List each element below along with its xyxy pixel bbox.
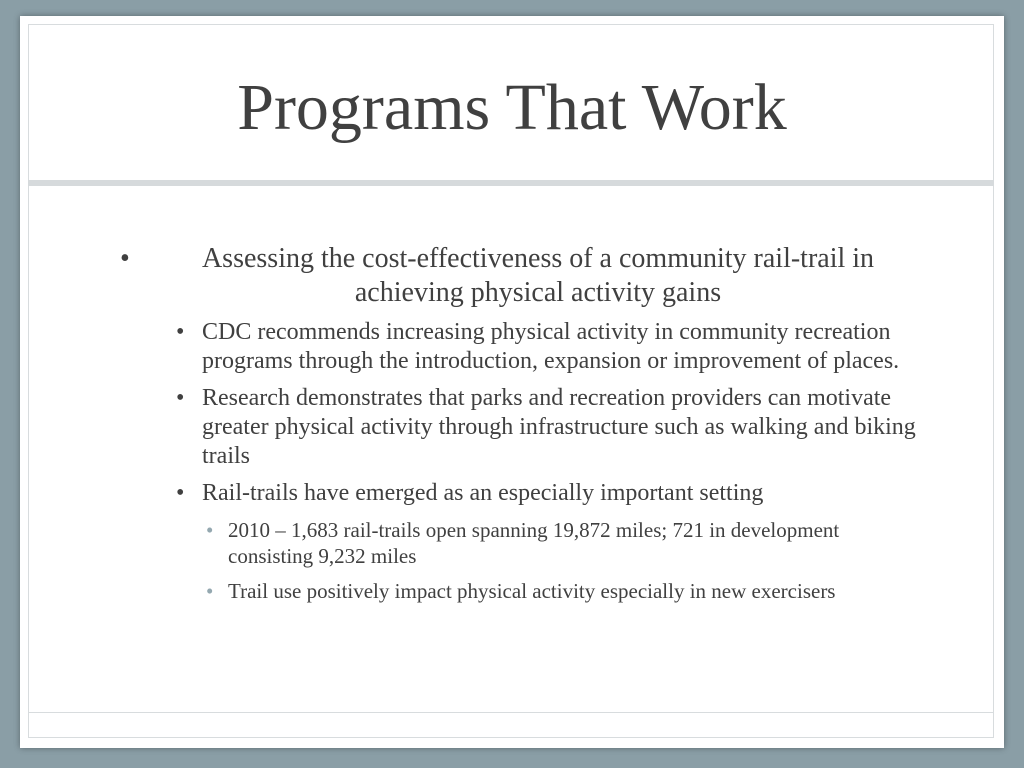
bullet-icon: • bbox=[176, 319, 185, 345]
bullet-icon: • bbox=[176, 480, 185, 506]
bullet-text: Trail use positively impact physical activity especially in new exercisers bbox=[228, 579, 836, 603]
bullet-level2-item bbox=[110, 384, 922, 471]
footer-divider bbox=[28, 712, 994, 713]
slide bbox=[20, 16, 1004, 748]
bullet-text: Rail-trails have emerged as an especially important setting bbox=[202, 480, 764, 506]
bullet-text: 2010 – 1,683 rail-trails open spanning 19,872 miles; 721 in development consisting 9,232 miles bbox=[228, 518, 840, 568]
slide-body bbox=[110, 242, 930, 604]
bullet-icon: • bbox=[206, 518, 214, 542]
bullet-level2-item bbox=[110, 479, 922, 508]
title-divider bbox=[28, 180, 994, 186]
bullet-icon: • bbox=[120, 243, 130, 274]
bullet-text: Assessing the cost-effectiveness of a community rail-trail in achieving physical activity gains bbox=[201, 243, 875, 308]
slide-title: Programs That Work bbox=[237, 71, 787, 144]
bullet-icon: • bbox=[176, 385, 185, 411]
bullet-icon: • bbox=[206, 579, 214, 603]
bullet-level1-item bbox=[110, 242, 918, 310]
bullet-text: Research demonstrates that parks and recreation providers can motivate greater physical activity through infrastructure such as walking and biking trails bbox=[202, 385, 916, 469]
bullet-level3-item bbox=[110, 517, 888, 569]
bullet-level3-item bbox=[110, 578, 888, 604]
bullet-level2-item bbox=[110, 318, 922, 376]
bullet-text: CDC recommends increasing physical activity in community recreation programs through the introduction, expansion or improvement of places. bbox=[202, 319, 900, 374]
